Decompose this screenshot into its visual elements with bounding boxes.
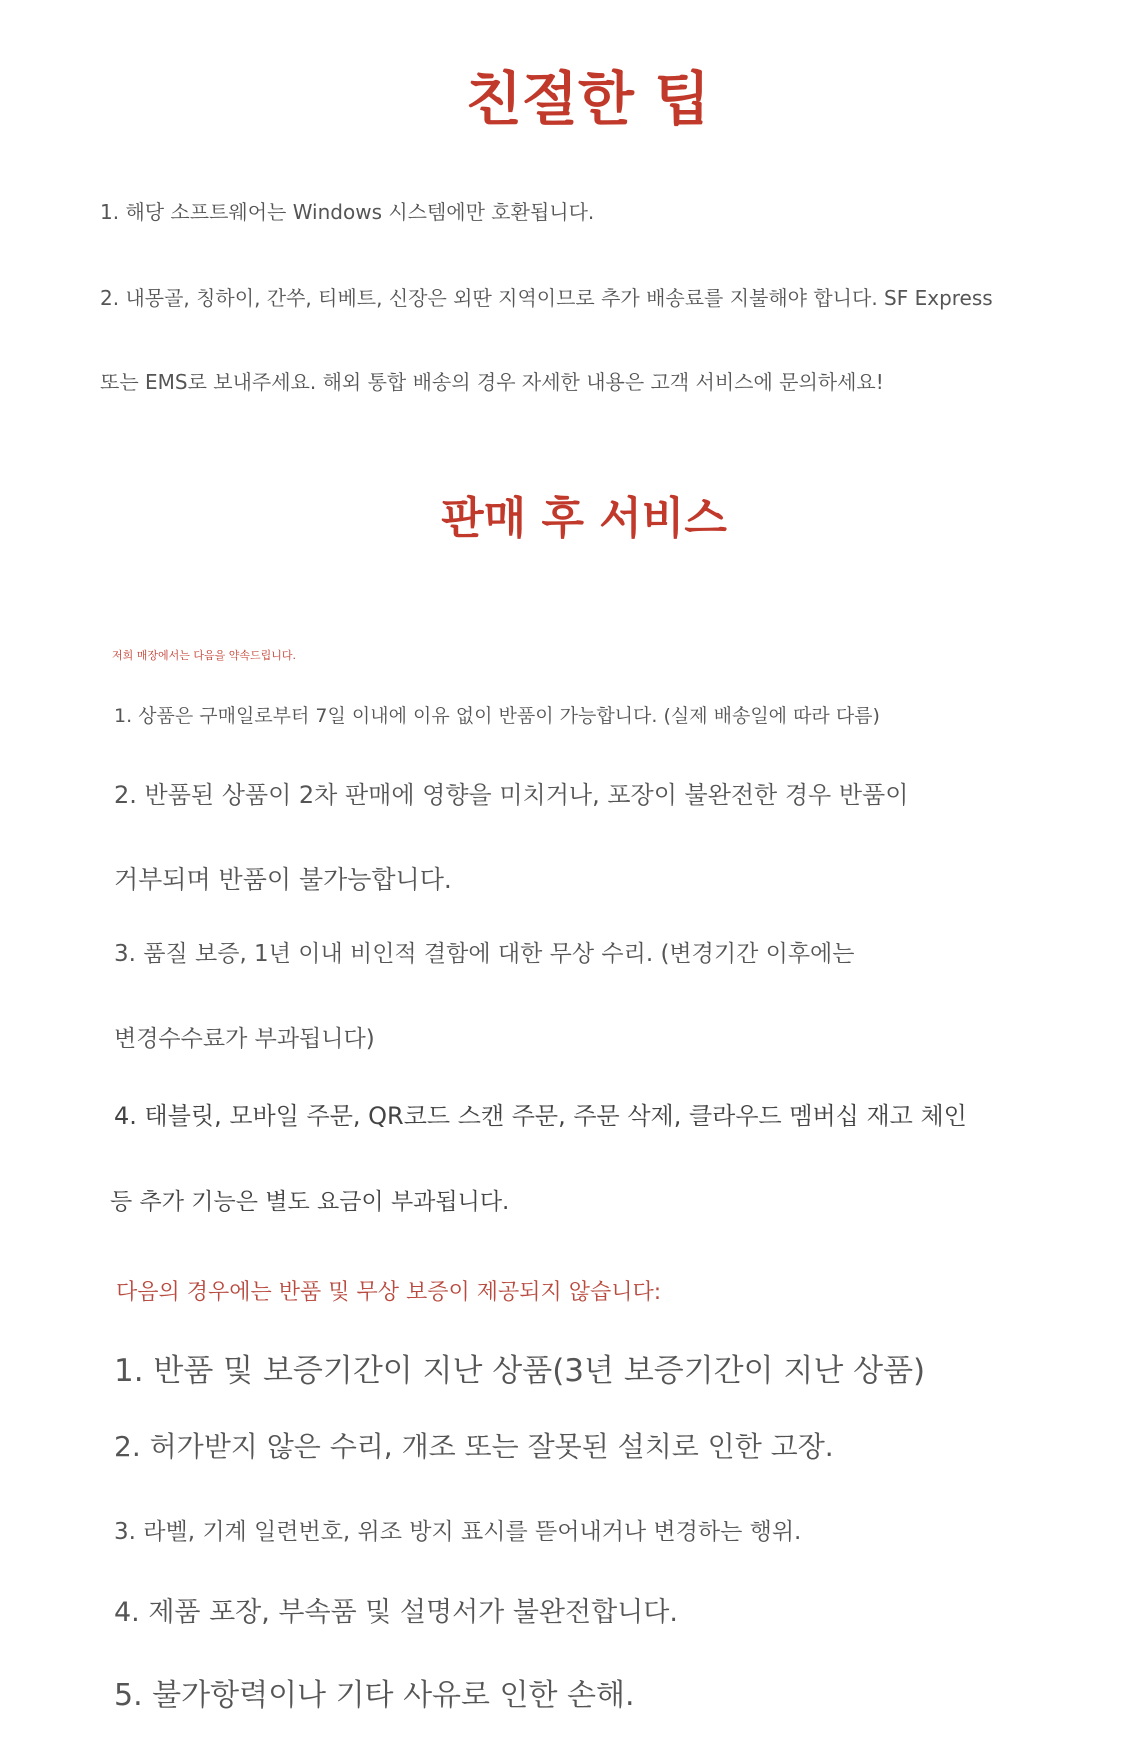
after-sales-item-1: 1. 상품은 구매일로부터 7일 이내에 이유 없이 반품이 가능합니다. (실제 배송일에 따라 다름) bbox=[114, 705, 880, 727]
after-sales-promise: 저희 매장에서는 다음을 약속드립니다. bbox=[112, 649, 297, 662]
after-sales-item-3-line-2: 변경수수료가 부과됩니다) bbox=[114, 1026, 375, 1052]
tip-item-2-line-2: 또는 EMS로 보내주세요. 해외 통합 배송의 경우 자세한 내용은 고객 서비스에 문의하세요! bbox=[100, 370, 884, 394]
exclusions-title: 다음의 경우에는 반품 및 무상 보증이 제공되지 않습니다: bbox=[116, 1280, 662, 1305]
tip-item-1: 1. 해당 소프트웨어는 Windows 시스템에만 호환됩니다. bbox=[100, 200, 595, 224]
exclusion-item-4: 4. 제품 포장, 부속품 및 설명서가 불완전합니다. bbox=[114, 1597, 678, 1628]
after-sales-item-3-line-1: 3. 품질 보증, 1년 이내 비인적 결함에 대한 무상 수리. (변경기간 이후에는 bbox=[114, 941, 855, 967]
exclusion-item-5: 5. 불가항력이나 기타 사유로 인한 손해. bbox=[114, 1678, 635, 1713]
after-sales-title: 판매 후 서비스 bbox=[441, 493, 727, 544]
exclusion-item-1: 1. 반품 및 보증기간이 지난 상품(3년 보증기간이 지난 상품) bbox=[114, 1353, 926, 1389]
after-sales-item-4-line-1: 4. 태블릿, 모바일 주문, QR코드 스캔 주문, 주문 삭제, 클라우드 멤버십 재고 체인 bbox=[114, 1102, 967, 1130]
tip-item-2-line-1: 2. 내몽골, 칭하이, 간쑤, 티베트, 신장은 외딴 지역이므로 추가 배송료를 지불해야 합니다. SF Express bbox=[100, 286, 993, 310]
after-sales-item-2-line-2: 거부되며 반품이 불가능합니다. bbox=[114, 865, 452, 894]
exclusion-item-3: 3. 라벨, 기계 일련번호, 위조 방지 표시를 뜯어내거나 변경하는 행위. bbox=[114, 1519, 802, 1545]
exclusion-item-2: 2. 허가받지 않은 수리, 개조 또는 잘못된 설치로 인한 고장. bbox=[114, 1430, 834, 1463]
after-sales-item-4-line-2: 등 추가 기능은 별도 요금이 부과됩니다. bbox=[110, 1189, 510, 1215]
after-sales-item-2-line-1: 2. 반품된 상품이 2차 판매에 영향을 미치거나, 포장이 불완전한 경우 반품이 bbox=[114, 781, 909, 809]
tips-title: 친절한 팁 bbox=[465, 65, 711, 133]
